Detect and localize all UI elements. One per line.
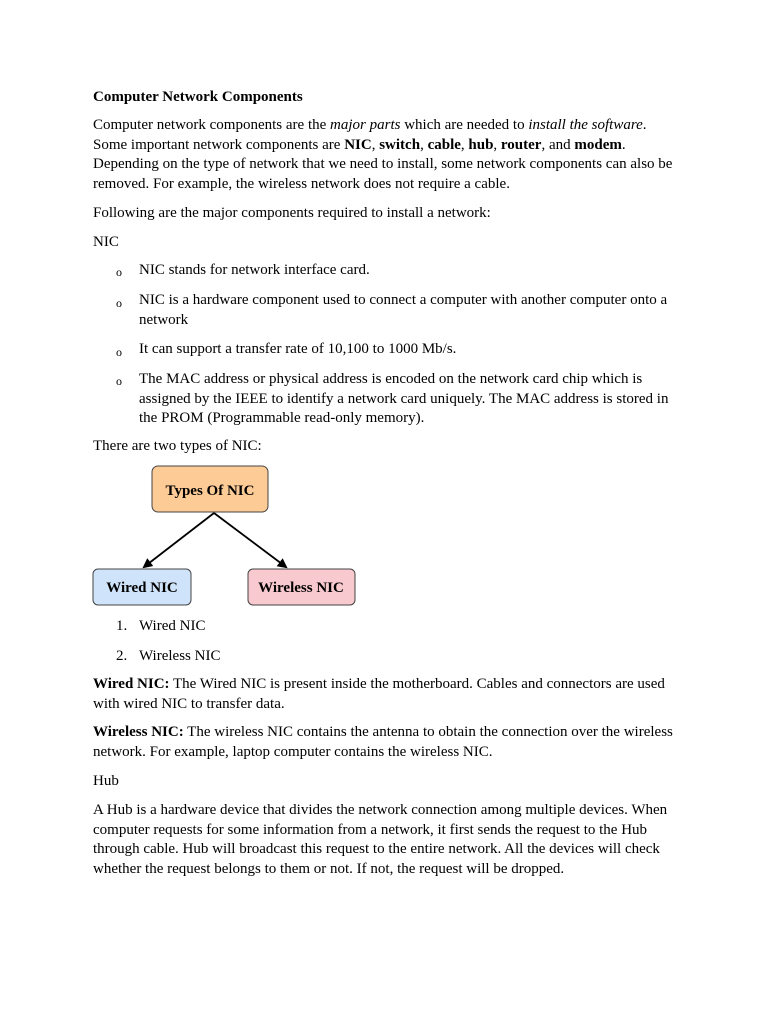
wireless-nic-node	[248, 569, 355, 605]
bullet-marker: o	[116, 374, 122, 388]
arrow-to-wired	[144, 513, 214, 567]
bullet-marker: o	[116, 265, 122, 279]
list-number: 1.	[116, 618, 128, 634]
root-node	[152, 466, 268, 512]
wired-nic-node-label: Wired NIC	[106, 580, 178, 596]
nic-types-diagram	[0, 460, 768, 620]
nic-heading: NIC	[93, 234, 119, 250]
following-paragraph: Following are the major components required to install a network:	[93, 205, 491, 221]
root-node-label: Types Of NIC	[165, 483, 255, 499]
hub-heading: Hub	[93, 773, 119, 789]
wired-nic-node	[93, 569, 191, 605]
list-item: Wired NIC	[139, 618, 206, 634]
two-types-paragraph: There are two types of NIC:	[93, 438, 262, 454]
bullet-marker: o	[116, 296, 122, 310]
arrow-to-wireless	[214, 513, 286, 567]
intro-paragraph: Computer network components are the major parts which are needed to install the software. Some important network components are NIC, switch, cable, hub, router, and modem. Depending on the type of network that we need to install, some network components can also be removed. For example, the wireless network does not require a cable.	[93, 117, 673, 192]
wired-nic-definition: Wired NIC: The Wired NIC is present inside the motherboard. Cables and connectors are used with wired NIC to transfer data.	[93, 676, 665, 712]
hub-paragraph: A Hub is a hardware device that divides the network connection among multiple devices. When computer requests for some information from a network, it first sends the request to the Hub through cable. Hub will broadcast this request to the entire network. All the devices will check whether the request belongs to them or not. If not, the request will be dropped.	[93, 802, 668, 877]
list-number: 2.	[116, 648, 128, 664]
bullet-item: It can support a transfer rate of 10,100 to 1000 Mb/s.	[139, 341, 457, 357]
bullet-item: The MAC address or physical address is encoded on the network card chip which is assigned by the IEEE to identify a network card uniquely. The MAC address is stored in the PROM (Programmable read-only memory).	[139, 371, 669, 426]
bullet-item: NIC is a hardware component used to connect a computer with another computer onto a network	[139, 292, 668, 328]
wireless-nic-definition: Wireless NIC: The wireless NIC contains the antenna to obtain the connection over the wireless network. For example, laptop computer contains the wireless NIC.	[93, 724, 673, 760]
wireless-nic-node-label: Wireless NIC	[258, 580, 344, 596]
bullet-item: NIC stands for network interface card.	[139, 262, 370, 278]
bullet-marker: o	[116, 345, 122, 359]
section-heading: Computer Network Components	[93, 89, 303, 105]
list-item: Wireless NIC	[139, 648, 221, 664]
